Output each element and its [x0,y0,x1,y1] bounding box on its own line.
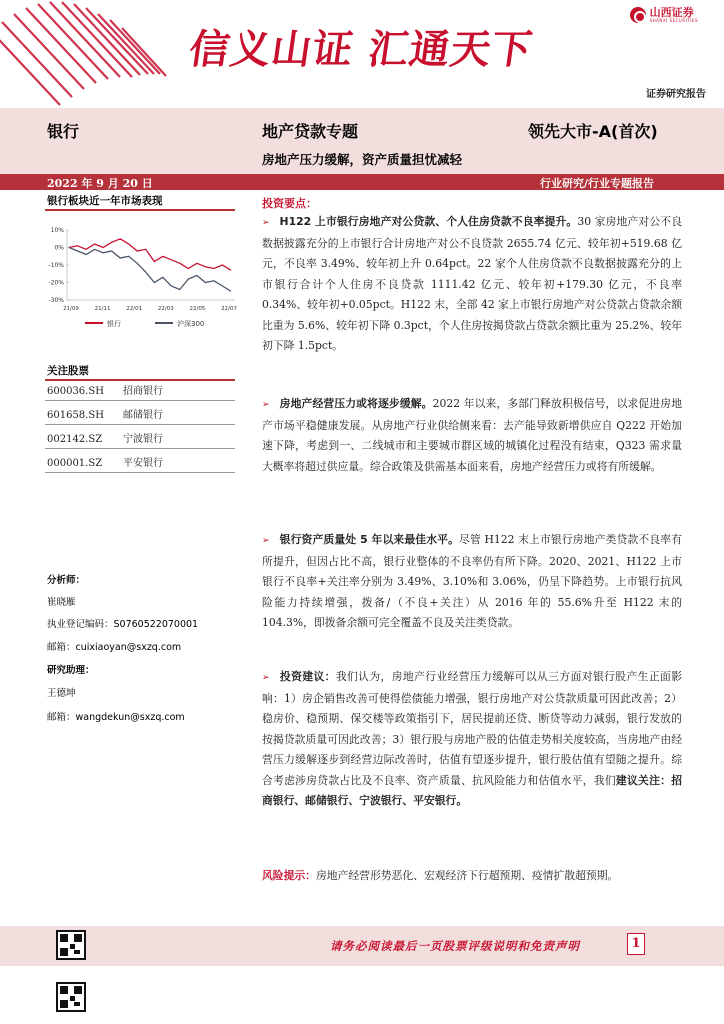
assistant-name: 王德坤 [47,688,76,699]
bullet-arrow-icon: ➢ [262,218,270,228]
stock-code: 002142.SZ [47,434,103,445]
report-headline: 房地产压力缓解，资产质量担忧减轻 [262,152,463,167]
y-tick-label: 0% [54,244,64,252]
paragraph-3 [262,530,682,634]
paragraph-4 [262,667,682,812]
stock-code: 000001.SZ [47,458,103,469]
y-tick-label: 10% [50,227,64,234]
divider [45,379,235,381]
y-tick-label: -30% [48,297,64,304]
x-tick-label: 22/07 [221,306,237,312]
report-date: 2022 年 9 月 20 日 [47,177,153,190]
stock-code: 600036.SH [47,386,104,397]
series-line-沪深300 [69,248,231,292]
qr-code-icon [56,982,86,1012]
company-logo [630,7,698,23]
analyst-name: 崔晓雁 [47,597,76,608]
risk-text: 房地产经营形势恶化、宏观经济下行超预期、疫情扩散超预期。 [315,869,619,882]
y-tick-label: -20% [48,279,64,287]
stock-row [47,408,237,432]
stock-row [47,384,237,408]
p3-lead: 银行资产质量处 5 年以来最佳水平。 [279,533,460,546]
p1-lead: H122 上市银行房地产对公贷款、个人住房贷款不良率提升。 [279,215,578,228]
row-divider [45,400,235,401]
page-number: 1 [627,933,645,955]
row-divider [45,472,235,473]
stock-list [47,384,237,480]
p3-body: 尽管 H122 末上市银行房地产类贷款不良率有所提升，但因占比不高，银行业整体的不良率仍有所下降。2020、2021、H122 上市银行不良率+关注率分别为 3.49%、3.10%和 3.06%，仍呈下降趋势。上市银行抗风险能力持续增强，拨备/（不良+关注）从 2016 年的 55.6%升至 H122 末的 104.3%，即拨备余额可完全覆盖不良及关注类贷款。 [262,533,682,629]
stock-row [47,432,237,456]
topic-label: 地产贷款专题 [262,122,359,141]
stock-code: 601658.SH [47,410,104,421]
stock-name: 招商银行 [123,386,163,397]
stock-name: 邮储银行 [123,410,163,421]
x-tick-label: 21/11 [94,306,111,312]
watch-list-title: 关注股票 [47,365,89,377]
x-tick-label: 22/05 [189,306,206,312]
bullet-arrow-icon: ➢ [262,400,270,410]
logo-icon [630,7,646,23]
divider [45,209,235,211]
analyst-license: 执业登记编码：S0760522070001 [47,619,199,630]
assistant-label: 研究助理： [47,665,95,676]
bullet-arrow-icon: ➢ [262,536,270,546]
decor-stripes [0,0,200,112]
report-type: 证券研究报告 [646,89,706,100]
p4-lead: 投资建议： [279,670,336,683]
disclaimer-notice[interactable]: 请务必阅读最后一页股票评级说明和免责声明 [330,939,580,953]
assistant-email[interactable]: 邮箱：wangdekun@sxzq.com [47,712,185,723]
p2-lead: 房地产经营压力或将逐步缓解。 [279,397,433,410]
paragraph-1 [262,212,682,357]
stock-name: 宁波银行 [123,434,163,445]
slogan: 信义山证 汇通天下 [186,27,536,73]
header-banner [0,0,724,112]
bullet-arrow-icon: ➢ [262,673,270,683]
p4-recommendation: 建议关注：招商银行、邮储银行、宁波银行、平安银行。 [262,773,683,807]
report-category: 行业研究/行业专题报告 [540,177,655,190]
y-tick-label: -10% [48,262,64,269]
analyst-email[interactable]: 邮箱：cuixiaoyan@sxzq.com [47,642,182,653]
p1-body: 30 家房地产对公不良数据披露充分的上市银行合计房地产对公不良贷款 2655.74 亿元、较年初+519.68 亿元，不良率 3.49%、较年初上升 0.64pct。22 家个人住房贷款不良数据披露充分的上市银行合计个人住房不良贷款 1111.42 亿元、较年初+179.30 亿元，不良率 0.34%、较年初+0.05pct。H122 末，全部 42 家上市银行房地产对公贷款占贷款余额比重为 5.6%、较年初下降 0.3pct，个人住房按揭贷款占贷款余额比重为 25.2%、较年初下降 1.5pct。 [262,215,682,352]
legend-label: 银行 [107,320,121,328]
paragraph-2 [262,394,682,477]
stock-row [47,456,237,480]
x-tick-label: 22/03 [157,306,174,312]
invest-highlights-title: 投资要点： [262,197,317,210]
analyst-label: 分析师： [47,575,86,586]
row-divider [45,448,235,449]
p2-body: 2022 年以来，多部门释放积极信号，以求促进房地产市场平稳健康发展。从房地产行业供给侧来看：去产能导致新增供应自 Q222 开始加速下降，考虑到一、二线城市和主要城市群区域的城镇化过程没有结束，Q323 需求量大概率将超过供应量。综合政策及供需基本面来看，房地产经营压力或将有所缓解。 [262,397,682,473]
risk-label: 风险提示： [262,869,316,882]
chart-title: 银行板块近一年市场表现 [47,195,163,207]
x-tick-label: 21/09 [63,306,79,312]
market-chart [45,222,237,340]
qr-code-icon [56,930,86,960]
logo-sub: SHANXI SECURITIES [649,18,698,23]
risk-notice [262,866,682,886]
logo-name: 山西证券 [649,6,694,19]
stock-name: 平安银行 [123,458,163,469]
p4-body: 我们认为，房地产行业经营压力缓解可以从三方面对银行股产生正面影响：1）房企销售改善可使得偿债能力增强，银行房地产对公贷款质量可因此改善；2）稳房价、稳预期、保交楼等政策指引下，居民提前还贷、断贷等动力减弱，银行发放的按揭贷款质量可因此改善；3）银行股与房地产股的估值走势相关度较高，当房地产由经营压力缓解逐步到经营边际改善时，估值有望逐步提升，银行股估值有望随之提升。综合考虑涉房贷款占比及不良率、资产质量、抗风险能力和估值水平，我们 [262,670,682,787]
legend-label: 沪深300 [177,320,205,328]
rating-label: 领先大市-A(首次) [528,122,658,141]
sector-label: 银行 [47,122,80,141]
row-divider [45,424,235,425]
x-tick-label: 22/01 [126,306,143,312]
series-line-银行 [69,239,231,270]
